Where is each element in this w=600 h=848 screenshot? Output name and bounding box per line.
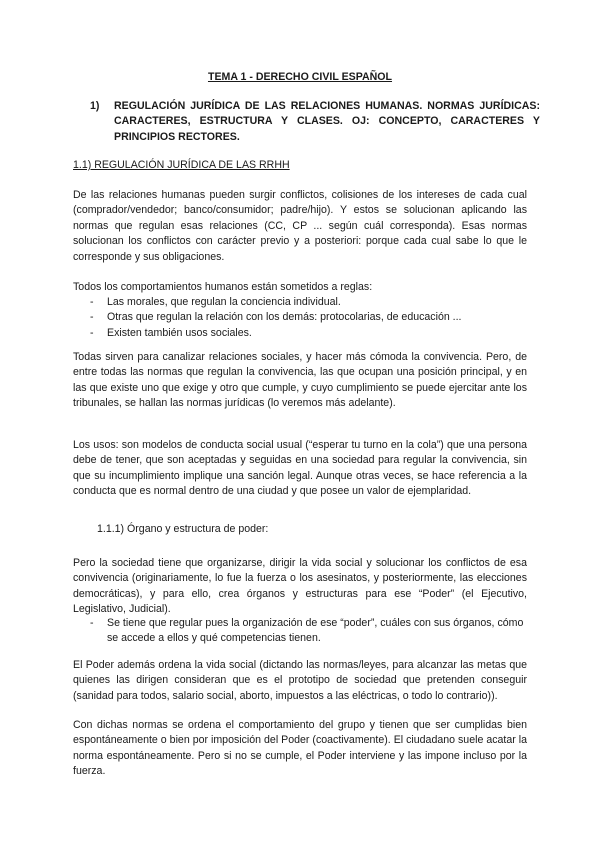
list-item bbox=[73, 295, 527, 310]
power-list bbox=[73, 616, 527, 647]
paragraph-power-orders: El Poder además ordena la vida social (dictando las normas/leyes, para alcanzar las metas que quienes las dirigen consideran que es el prototipo de sociedad que pretenden conseguir (sanidad para todos, salario social, aborto, impuestos a las eléctricas, o todo lo contrario)). bbox=[73, 659, 527, 702]
section-title: 1.1) REGULACIÓN JURÍDICA DE LAS RRHH bbox=[73, 159, 290, 171]
paragraph-rules-intro: Todos los comportamientos humanos están sometidos a reglas: bbox=[73, 281, 373, 293]
subsection-title: 1.1.1) Órgano y estructura de poder: bbox=[97, 523, 269, 535]
list-item bbox=[73, 326, 527, 341]
paragraph-power-organization: Pero la sociedad tiene que organizarse, dirigir la vida social y solucionar los conflictos de esa convivencia (originariamente, lo fue la fuerza o los asesinatos, y posteriormente, las elecciones democráticas), y para ello, crea órganos y estructuras para ese “Poder” (el Ejecutivo, Legislativo, Judicial). bbox=[73, 557, 527, 616]
list-item-text: Se tiene que regular pues la organización de ese “poder”, cuáles con sus órganos, cómo se accede a ellos y qué competencias tienen. bbox=[107, 617, 524, 645]
main-heading-number: 1) bbox=[90, 100, 100, 112]
bullet-dash: - bbox=[90, 617, 94, 629]
bullet-dash: - bbox=[90, 296, 94, 308]
list-item bbox=[73, 616, 527, 647]
paragraph-conflicts: De las relaciones humanas pueden surgir conflictos, colisiones de los intereses de cada cual (comprador/vendedor; banco/consumidor; padre/hijo). Y estos se solucionan aplicando las normas que regulan esas relaciones (CC, CP ... según cuál corresponda). Esas normas solucionan los conflictos con carácter previo y a posteriori: porque cada cual sabe lo que le corresponde y sus obligaciones. bbox=[73, 189, 527, 263]
document-title: TEMA 1 - DERECHO CIVIL ESPAÑOL bbox=[207, 71, 393, 83]
list-item-text: Otras que regulan la relación con los demás: protocolarias, de educación ... bbox=[107, 311, 462, 324]
main-heading-text: REGULACIÓN JURÍDICA DE LAS RELACIONES HUMANAS. NORMAS JURÍDICAS: CARACTERES, ESTRUCTURA Y CLASES. OJ: CONCEPTO, CARACTERES Y PRINCIPIOS RECTORES. bbox=[114, 100, 540, 143]
list-item bbox=[73, 310, 527, 325]
paragraph-social-uses: Los usos: son modelos de conducta social usual (“esperar tu turno en la cola”) que una persona debe de tener, que son aceptadas y seguidas en una sociedad para regular la convivencia, sin que su incumplimiento implique una sanción legal. Aunque otras veces, se hace referencia a la conducta que es normal dentro de una ciudad y que posee un valor de ejemplaridad. bbox=[73, 439, 527, 498]
list-item-text: Las morales, que regulan la conciencia individual. bbox=[107, 296, 341, 308]
bullet-dash: - bbox=[90, 311, 94, 324]
paragraph-legal-norms: Todas sirven para canalizar relaciones sociales, y hacer más cómoda la convivencia. Pero, de entre todas las normas que regulan la convivencia, las que ocupan una posición principal, y en las que existe uno que exige y otro que cumple, y cuyo cumplimiento se puede ejercitar ante los tribunales, se hallan las normas jurídicas (lo veremos más adelante). bbox=[73, 351, 527, 410]
rules-list bbox=[73, 295, 527, 341]
bullet-dash: - bbox=[90, 326, 94, 339]
list-item-text: Existen también usos sociales. bbox=[107, 326, 252, 339]
paragraph-norm-compliance: Con dichas normas se ordena el comportamiento del grupo y tienen que ser cumplidas bien espontáneamente o bien por imposición del Poder (coactivamente). El ciudadano suele acatar la norma espontáneamente. Pero si no se cumple, el Poder interviene y las impone incluso por la fuerza. bbox=[73, 719, 527, 778]
